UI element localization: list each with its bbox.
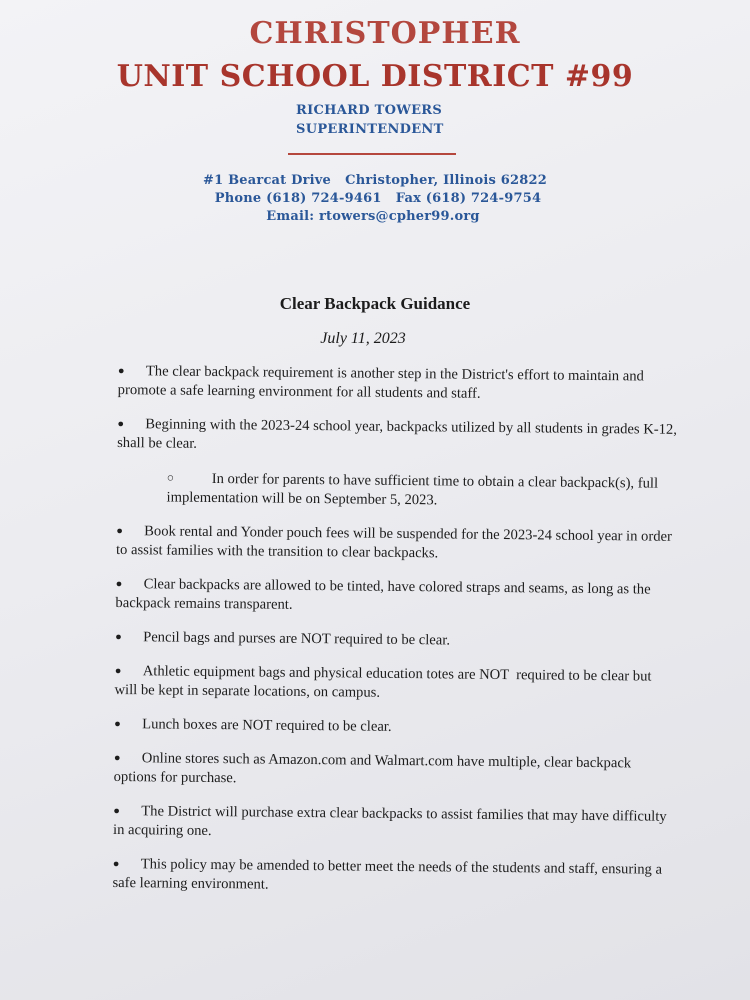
district-name-line1: CHRISTOPHER (249, 16, 521, 51)
list-item (114, 662, 674, 706)
list-item (118, 362, 678, 406)
list-item (116, 522, 676, 566)
bullet-icon: ● (116, 524, 123, 538)
bullet-icon: ● (117, 364, 125, 378)
list-item (115, 628, 675, 653)
list-item-text: Athletic equipment bags and physical education totes are NOT required to be clear but will be kept in separate locations, on campus. (114, 663, 656, 701)
list-item (112, 855, 672, 899)
list-item-text: Lunch boxes are NOT required to be clear. (142, 716, 392, 735)
list-item (114, 749, 674, 793)
list-item (117, 415, 677, 459)
list-item-text: Beginning with the 2023-24 school year, backpacks utilized by all students in grades K-12, shall be clear. (117, 416, 677, 452)
bullet-icon: ● (115, 577, 123, 591)
bullet-icon: ● (112, 857, 120, 871)
sub-bullet-icon: ○ (166, 470, 175, 485)
bullet-icon: ● (117, 417, 125, 431)
district-name-line2: UNIT SCHOOL DISTRICT #99 (116, 59, 634, 94)
list-item-text: In order for parents to have sufficient time to obtain a clear backpack(s), full implementation will be on September 5, 2023. (166, 470, 659, 509)
bullet-icon: ● (115, 630, 122, 644)
list-item (115, 575, 675, 619)
bullet-icon: ● (114, 664, 122, 678)
list-item-text: Clear backpacks are allowed to be tinted, have colored straps and seams, as long as the backpack remains transparent. (115, 576, 651, 613)
list-item (114, 715, 674, 740)
document-date: July 11, 2023 (320, 330, 406, 347)
list-item-text: Online stores such as Amazon.com and Walmart.com have multiple, clear backpack options for purchase. (113, 750, 632, 787)
list-item-text: The clear backpack requirement is another step in the District's effort to maintain and promote a safe learning environment for all students and staff. (117, 363, 644, 402)
list-item (113, 802, 673, 846)
bullet-icon: ● (113, 804, 121, 818)
email-line: Email: rtowers@cpher99.org (266, 209, 480, 224)
superintendent-name: RICHARD TOWERS (296, 103, 443, 118)
list-item-text: The District will purchase extra clear backpacks to assist families that may have difficulty in acquiring one. (113, 803, 667, 840)
sub-list-item (116, 468, 676, 513)
document-title: Clear Backpack Guidance (279, 294, 471, 313)
letterhead-divider (288, 153, 456, 155)
bullet-icon: ● (113, 751, 121, 765)
bullet-icon: ● (114, 717, 121, 731)
guidance-list (112, 362, 678, 899)
phone-fax-line: Phone (618) 724-9461 Fax (618) 724-9754 (214, 191, 542, 206)
list-item-text: Pencil bags and purses are NOT required to be clear. (143, 629, 451, 649)
superintendent-title: SUPERINTENDENT (296, 122, 444, 137)
list-item-text: Book rental and Yonder pouch fees will be suspended for the 2023-24 school year in order to assist families with the transition to clear backpacks. (115, 523, 672, 562)
list-item-text: This policy may be amended to better meet the needs of the students and staff, ensuring a safe learning environment. (112, 856, 663, 893)
address-line: #1 Bearcat Drive Christopher, Illinois 62822 (203, 173, 547, 188)
